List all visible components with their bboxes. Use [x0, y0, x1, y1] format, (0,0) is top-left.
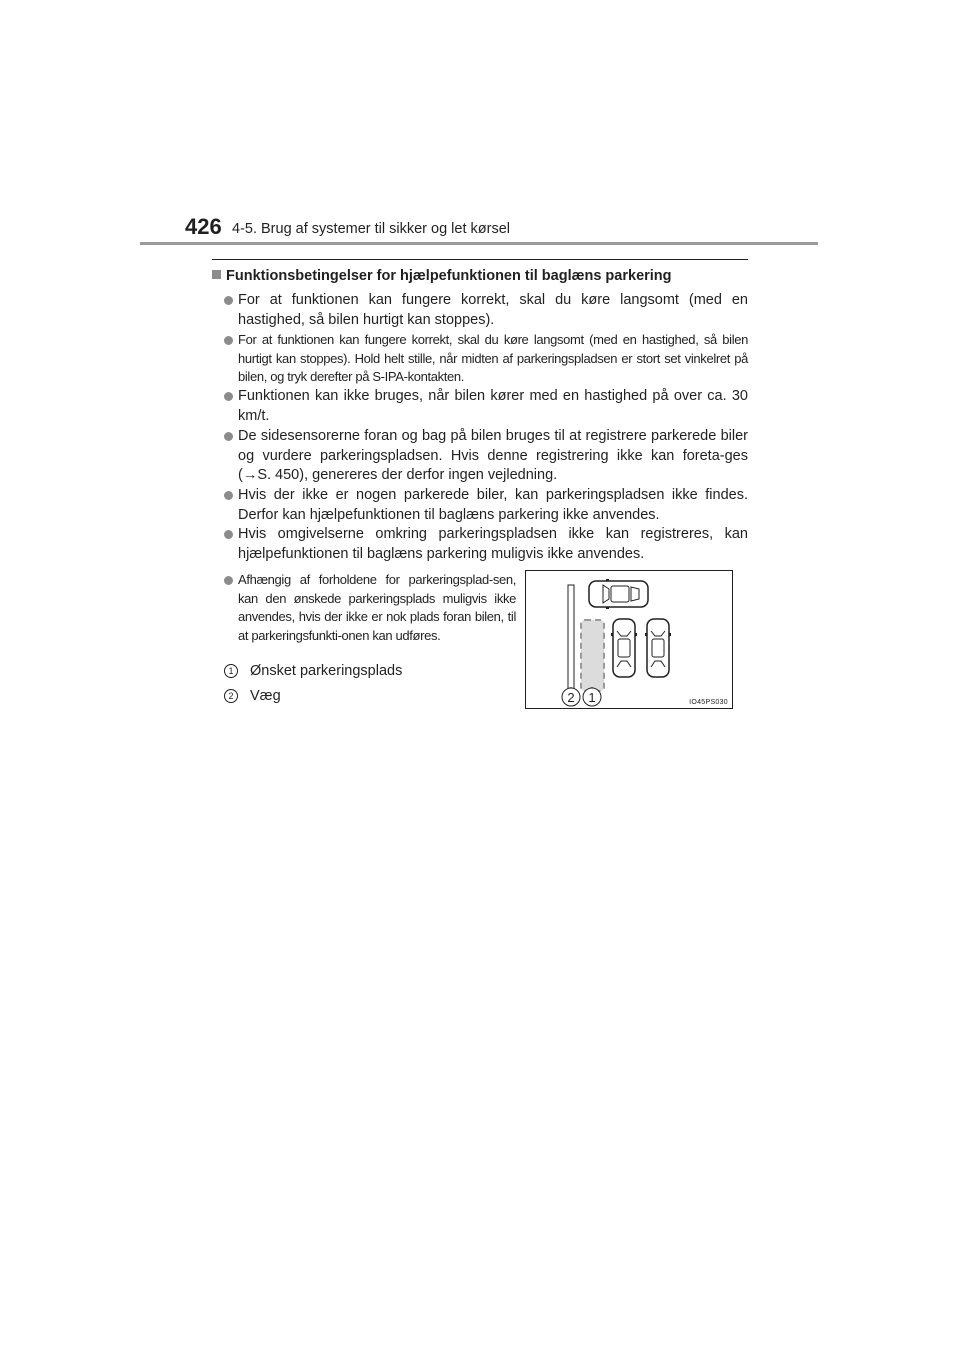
section-heading — [212, 267, 752, 285]
legend-item — [224, 662, 402, 680]
bullet-dot-icon — [224, 530, 233, 539]
parking-diagram — [526, 571, 734, 710]
list-item-text: Afhængig af forholdene for parkeringsplad-sen, kan den ønskede parkeringsplads muligvis ikke anvendes, hvis der ikke er nok plads foran bilen, til at parkeringsfunkti-onen kan udføres. — [238, 572, 516, 643]
parked-car-icon — [646, 619, 670, 677]
legend-label: Væg — [250, 688, 281, 704]
legend-label: Ønsket parkeringsplads — [250, 663, 403, 679]
section-divider — [212, 259, 748, 260]
list-item — [224, 427, 748, 486]
wall-shape — [568, 585, 574, 691]
square-bullet-icon — [212, 270, 221, 279]
list-item — [224, 571, 516, 645]
header-divider — [140, 242, 818, 245]
parking-illustration — [525, 570, 733, 709]
bullet-dot-icon — [224, 336, 233, 345]
bullet-dot-icon — [224, 491, 233, 500]
list-item — [224, 291, 748, 330]
callout-2-label: 2 — [567, 690, 575, 705]
moving-car-icon — [589, 580, 648, 608]
figure-id: IO45PS030 — [689, 699, 728, 706]
list-item-text: For at funktionen kan fungere korrekt, skal du køre langsomt (med en hastighed, så bilen hurtigt kan stoppes). — [238, 292, 748, 328]
legend-item — [224, 687, 281, 705]
chapter-title: 4-5. Brug af systemer til sikker og let kørsel — [232, 221, 510, 237]
bullet-dot-icon — [224, 432, 233, 441]
bullet-dot-icon — [224, 296, 233, 305]
list-item — [224, 331, 748, 387]
list-item-text: De sidesensorerne foran og bag på bilen bruges til at registrere parkerede biler og vurdere parkeringspladsen. Hvis denne registrering ikke kan foreta-ges (→S. 450), genereres der derfor ingen vejledning. — [238, 428, 748, 483]
page-number: 426 — [185, 214, 222, 239]
bullet-dot-icon — [224, 392, 233, 401]
list-item-text: Funktionen kan ikke bruges, når bilen kører med en hastighed på over ca. 30 km/t. — [238, 388, 748, 424]
list-item-text: For at funktionen kan fungere korrekt, skal du køre langsomt (med en hastighed, så bilen hurtigt kan stoppes). Hold helt stille, når midten af parkeringspladsen er stort set vinkelret på bilen, og tryk derefter på S-IPA-kontakten. — [238, 332, 748, 384]
list-item-text: Hvis omgivelserne omkring parkeringspladsen ikke kan registreres, kan hjælpefunktionen til baglæns parkering muligvis ikke anvendes. — [238, 526, 748, 562]
desired-parking-space — [581, 620, 604, 691]
callout-1-label: 1 — [588, 690, 596, 705]
list-item — [224, 387, 748, 426]
list-item — [224, 486, 748, 525]
legend-number: 2 — [224, 689, 238, 703]
list-item — [224, 525, 748, 564]
list-item-text: Hvis der ikke er nogen parkerede biler, kan parkeringspladsen ikke findes. Derfor kan hjælpefunktionen til baglæns parkering ikke anvendes. — [238, 487, 748, 523]
section-heading-text: Funktionsbetingelser for hjælpefunktionen til baglæns parkering — [226, 268, 672, 284]
legend-number: 1 — [224, 664, 238, 678]
bullet-dot-icon — [224, 576, 233, 585]
parked-car-icon — [612, 619, 636, 677]
